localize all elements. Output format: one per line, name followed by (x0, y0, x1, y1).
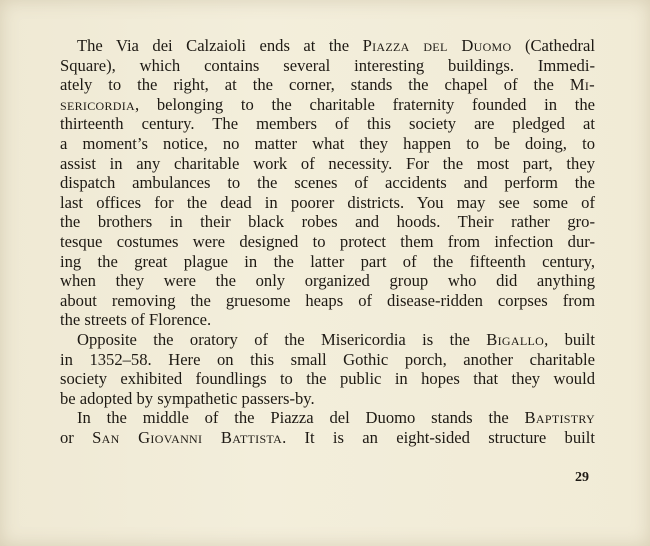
text-line: when they were the only organized group who did anything (60, 271, 595, 291)
place-name: Mi- (569, 75, 595, 95)
text-line: be adopted by sympathetic passers-by. (60, 388, 315, 408)
text-line: the streets of Florence. (60, 310, 212, 330)
text-line: dispatch ambulances to the scenes of accidents and perform the (60, 173, 595, 193)
text-line: The Via dei Calzaioli ends at the Piazza del Duomo (Cathedral (77, 36, 595, 55)
text-line: about removing the gruesome heaps of disease-ridden corpses from (60, 290, 595, 310)
text-line: ing the great plague in the latter part of the fifteenth century, (60, 251, 595, 271)
text-line: last offices for the dead in poorer districts. You may see some of (60, 192, 595, 212)
place-name: Piazza del Duomo (362, 36, 512, 55)
text-line: assist in any charitable work of necessity. For the most part, they (60, 153, 595, 173)
text-line: ately to the right, at the corner, stands the chapel of the Mi- (60, 75, 595, 95)
page-number: 29 (575, 470, 589, 485)
text-line: Square), which contains several interesting buildings. Immedi- (60, 55, 595, 75)
text-line: Opposite the oratory of the Misericordia is the Bigallo, built (77, 329, 595, 349)
text-line: In the middle of the Piazza del Duomo stands the Baptistry (77, 408, 595, 428)
text-line: thirteenth century. The members of this society are pledged at (60, 114, 595, 134)
place-name: sericordia (60, 94, 136, 114)
body-text (60, 36, 595, 447)
place-name: Baptistry (524, 408, 595, 428)
text-line: society exhibited foundlings to the public in hopes that they would (60, 369, 595, 389)
text-line: in 1352–58. Here on this small Gothic porch, another charitable (60, 349, 595, 369)
text-line: tesque costumes were designed to protect them from infection dur- (60, 231, 595, 251)
text-line: a moment’s notice, no matter what they happen to be doing, to (60, 133, 595, 153)
place-name: Bigallo (486, 329, 545, 349)
text-line: the brothers in their black robes and hoods. Their rather gro- (60, 212, 595, 232)
text-line: sericordia, belonging to the charitable fraternity founded in the (60, 94, 595, 114)
text-line: or San Giovanni Battista. It is an eight-sided structure built (60, 427, 595, 447)
place-name: San Giovanni Battista (92, 427, 283, 447)
